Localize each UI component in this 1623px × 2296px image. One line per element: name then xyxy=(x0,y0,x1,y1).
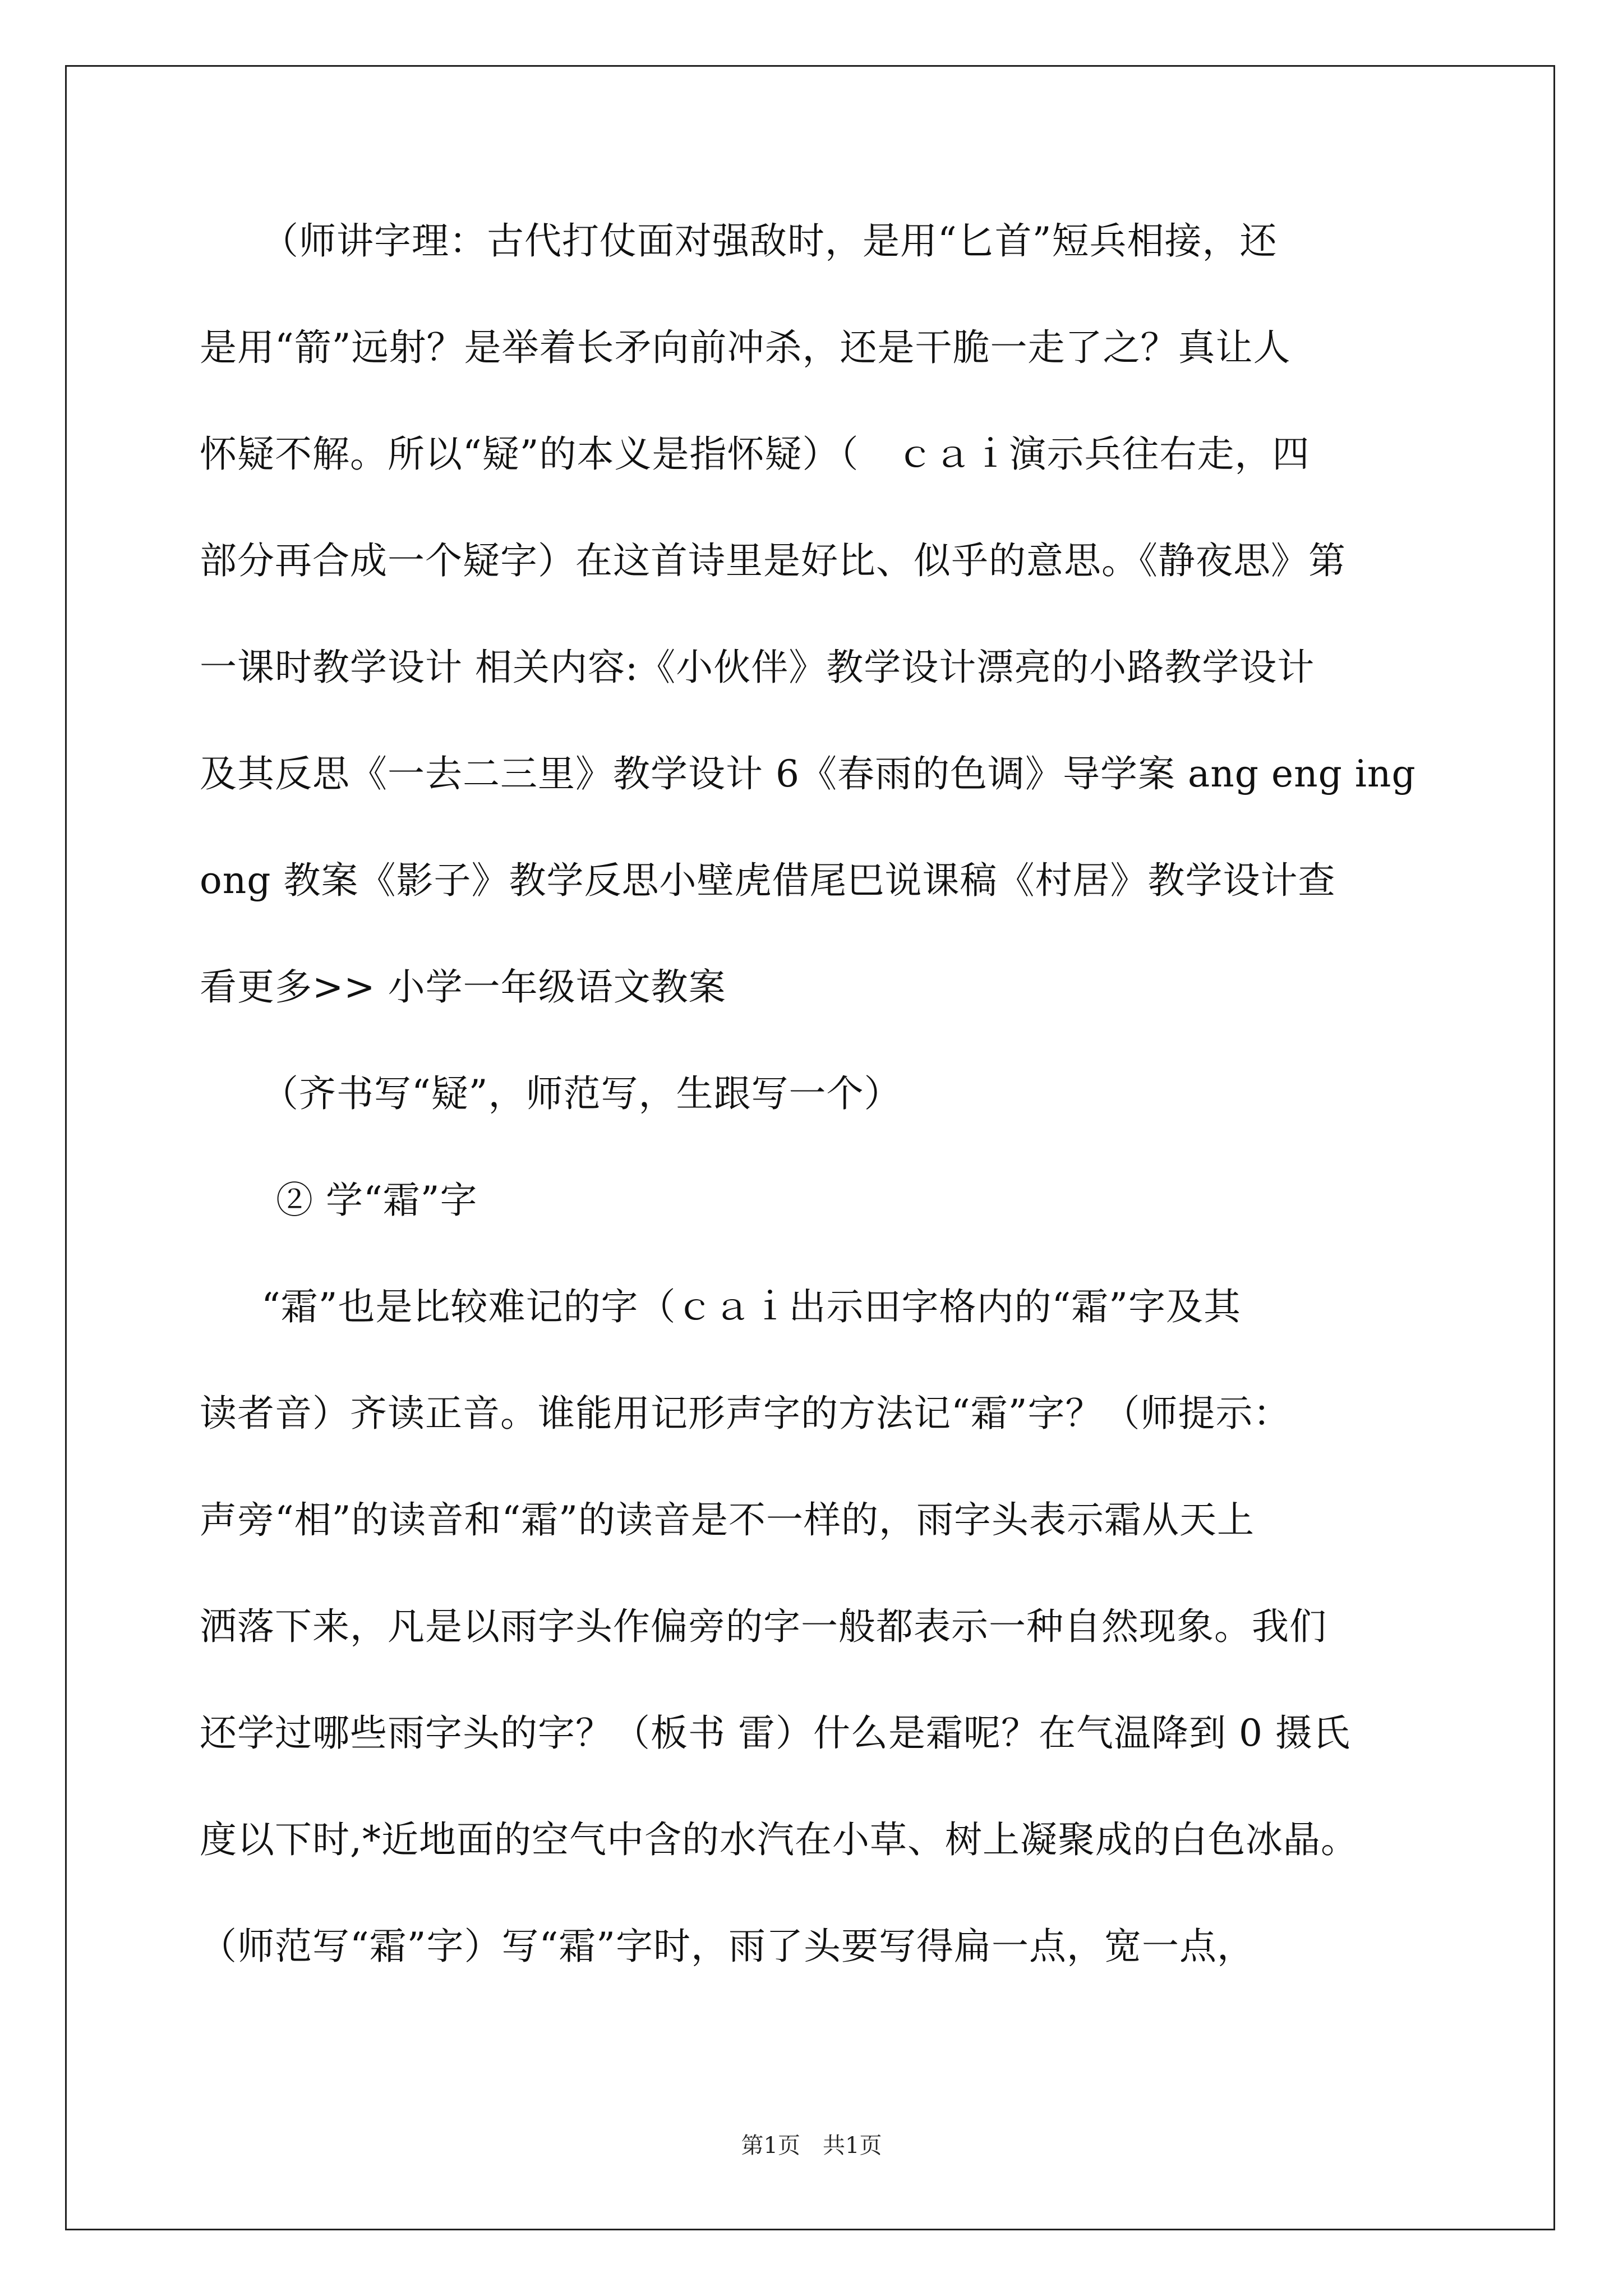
paragraph-line-12: 读者音）齐读正音。谁能用记形声字的方法记“霜”字？（师提示： xyxy=(200,1392,1291,1435)
paragraph-line-2: 是用“箭”远射？是举着长矛向前冲杀，还是干脆一走了之？真让人 xyxy=(200,326,1291,369)
paragraph-line-5: 一课时教学设计 相关内容:《小伙伴》教学设计漂亮的小路教学设计 xyxy=(200,646,1315,689)
paragraph-line-15: 还学过哪些雨字头的字？（板书 雷）什么是霜呢？在气温降到 0 摄氏 xyxy=(200,1711,1350,1755)
paragraph-line-16: 度以下时,*近地面的空气中含的水汽在小草、树上凝聚成的白色冰晶。 xyxy=(200,1818,1358,1861)
section-heading-shuang: ② 学“霜”字 xyxy=(276,1179,478,1222)
paragraph-line-3: 怀疑不解。所以“疑”的本义是指怀疑）（ ｃａｉ演示兵往右走，四 xyxy=(200,432,1310,476)
paragraph-line-11: “霜”也是比较难记的字（ｃａｉ出示田字格内的“霜”字及其 xyxy=(261,1285,1241,1328)
paragraph-line-1: （师讲字理：古代打仗面对强敌时，是用“匕首”短兵相接，还 xyxy=(261,219,1278,263)
paragraph-line-13: 声旁“相”的读音和“霜”的读音是不一样的，雨字头表示霜从天上 xyxy=(200,1498,1255,1542)
paragraph-line-7: ong 教案《影子》教学反思小壁虎借尾巴说课稿《村居》教学设计查 xyxy=(200,859,1336,902)
paragraph-line-6: 及其反思《一去二三里》教学设计 6《春雨的色调》导学案 ang eng ing xyxy=(200,752,1416,795)
paragraph-line-14: 洒落下来，凡是以雨字头作偏旁的字一般都表示一种自然现象。我们 xyxy=(200,1605,1327,1648)
page-border xyxy=(65,65,1555,2230)
paragraph-line-8: 看更多>> 小学一年级语文教案 xyxy=(200,965,726,1009)
page-footer: 第1页 共1页 xyxy=(741,2133,882,2159)
paragraph-line-9: （齐书写“疑”，师范写，生跟写一个） xyxy=(261,1072,902,1115)
paragraph-line-4: 部分再合成一个疑字）在这首诗里是好比、似乎的意思。《静夜思》第 xyxy=(200,539,1346,582)
paragraph-line-17: （师范写“霜”字）写“霜”字时，雨了头要写得扁一点，宽一点， xyxy=(200,1925,1255,1968)
